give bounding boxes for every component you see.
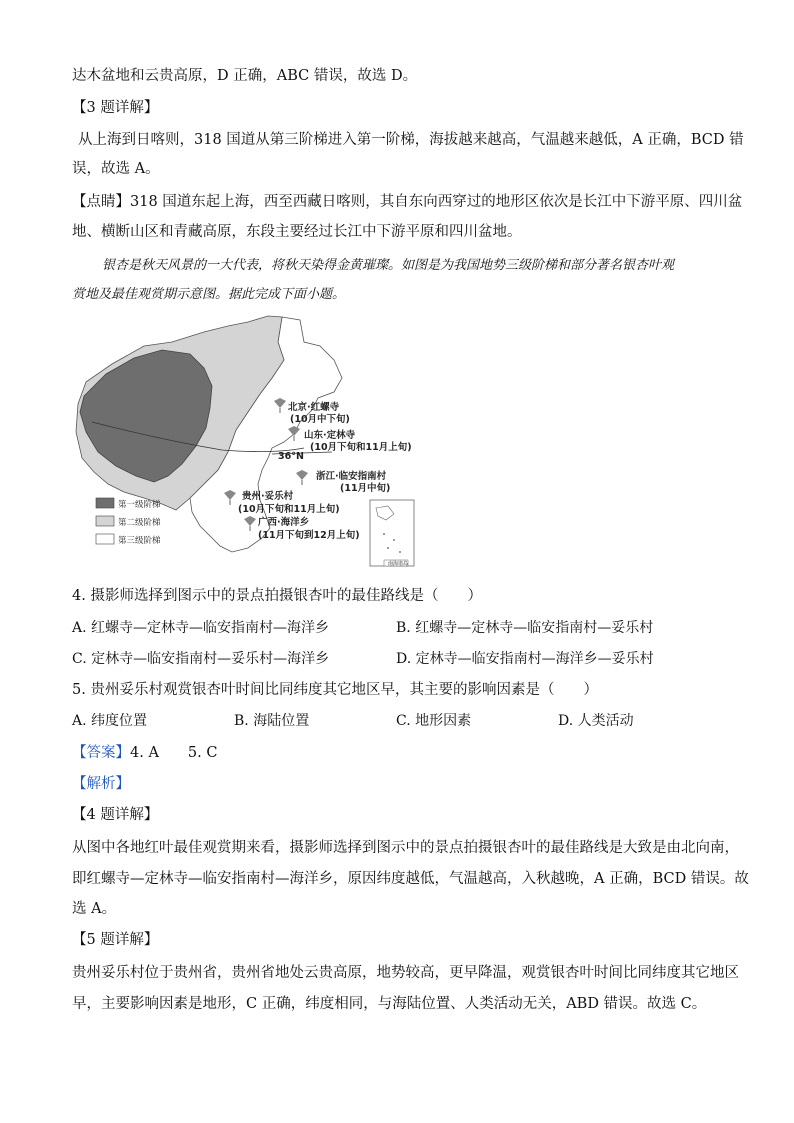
para1-line1: 达木盆地和云贵高原，D 正确，ABC 错误，故选 D。: [72, 68, 418, 84]
q4-option-a: A. 红螺寺—定林寺—临安指南村—海洋乡: [72, 620, 330, 636]
location-period: (10月下旬和11月上旬): [238, 504, 340, 515]
location-label: 浙江·临安指南村: [316, 471, 387, 482]
leaf-icon: [296, 470, 308, 485]
dianjing-tag: 【点睛】: [72, 194, 130, 210]
ginkgo-terrain-map: [72, 312, 417, 570]
q4-stem: 4. 摄影师选择到图示中的景点拍摄银杏叶的最佳路线是（ ）: [72, 588, 482, 604]
legend-label: 第一级阶梯: [118, 500, 161, 510]
dianjing-line2: 地、横断山区和青藏高原，东段主要经过长江中下游平原和四川盆地。: [72, 224, 522, 240]
q5-option-b: B. 海陆位置: [234, 713, 310, 729]
q5detail-heading: 【5 题详解】: [72, 932, 159, 948]
latitude-label: 36°N: [278, 451, 304, 462]
location-label: 山东·定林寺: [304, 430, 356, 441]
q5-stem: 5. 贵州妥乐村观赏银杏叶时间比同纬度其它地区早，其主要的影响因素是（ ）: [72, 682, 598, 698]
inset-label: 南海诸岛: [388, 561, 409, 567]
q4-option-b: B. 红螺寺—定林寺—临安指南村—妥乐村: [396, 620, 654, 636]
legend-label: 第二级阶梯: [118, 518, 161, 528]
dianjing-text: 318 国道东起上海，西至西藏日喀则，其自东向西穿过的地形区依次是长江中下游平原、四川盆: [130, 194, 743, 210]
q5detail-line2: 早，主要影响因素是地形，C 正确，纬度相同，与海陆位置、人类活动无关，ABD 错误。故选 C。: [72, 996, 707, 1012]
q5-option-c: C. 地形因素: [396, 713, 472, 729]
legend-label: 第三级阶梯: [118, 536, 161, 546]
answer-line: [72, 743, 217, 763]
location-label: 北京·红螺寺: [288, 402, 340, 413]
q4detail-line2: 即红螺寺—定林寺—临安指南村—海洋乡，原因纬度越低，气温越高，入秋越晚，A 正确，BCD 错误。故: [72, 871, 749, 887]
q5detail-line1: 贵州妥乐村位于贵州省，贵州省地处云贵高原，地势较高，更早降温，观赏银杏叶时间比同纬度其它地区: [72, 965, 739, 981]
q4-option-c: C. 定林寺—临安指南村—妥乐村—海洋乡: [72, 651, 330, 667]
answer-tag: 【答案】: [72, 745, 130, 761]
map-legend: [96, 498, 161, 546]
intro-line1: 银杏是秋天风景的一大代表，将秋天染得金黄璀璨。如图是为我国地势三级阶梯和部分著名银杏叶观: [102, 258, 675, 273]
q3-line2: 误，故选 A。: [72, 161, 160, 177]
answer-text: 4. A 5. C: [130, 745, 218, 761]
location-period: (11月中旬): [340, 483, 391, 494]
location-label: 广西·海洋乡: [258, 517, 310, 528]
intro-line2: 赏地及最佳观赏期示意图。据此完成下面小题。: [72, 287, 346, 302]
location-period: (11月下旬到12月上旬): [258, 530, 360, 541]
location-period: (10月中下旬): [290, 414, 350, 425]
analysis-tag: 【解析】: [72, 776, 130, 792]
q4detail-line3: 选 A。: [72, 901, 117, 917]
q4detail-line1: 从图中各地红叶最佳观赏期来看，摄影师选择到图示中的景点拍摄银杏叶的最佳路线是大致是由北向南，: [72, 840, 739, 856]
q5-option-a: A. 纬度位置: [72, 713, 148, 729]
q4-option-d: D. 定林寺—临安指南村—海洋乡—妥乐村: [396, 651, 654, 667]
q3-heading: 【3 题详解】: [72, 100, 159, 116]
q4detail-heading: 【4 题详解】: [72, 807, 159, 823]
q3-line1: 从上海到日喀则，318 国道从第三阶梯进入第一阶梯，海拔越来越高，气温越来越低，A 正确，BCD 错: [78, 132, 744, 148]
q5-option-d: D. 人类活动: [558, 713, 634, 729]
south-china-sea-inset: [370, 500, 414, 567]
location-period: (10月下旬和11月上旬): [310, 442, 412, 453]
dianjing-line1: [72, 192, 742, 212]
location-label: 贵州·妥乐村: [242, 491, 294, 502]
